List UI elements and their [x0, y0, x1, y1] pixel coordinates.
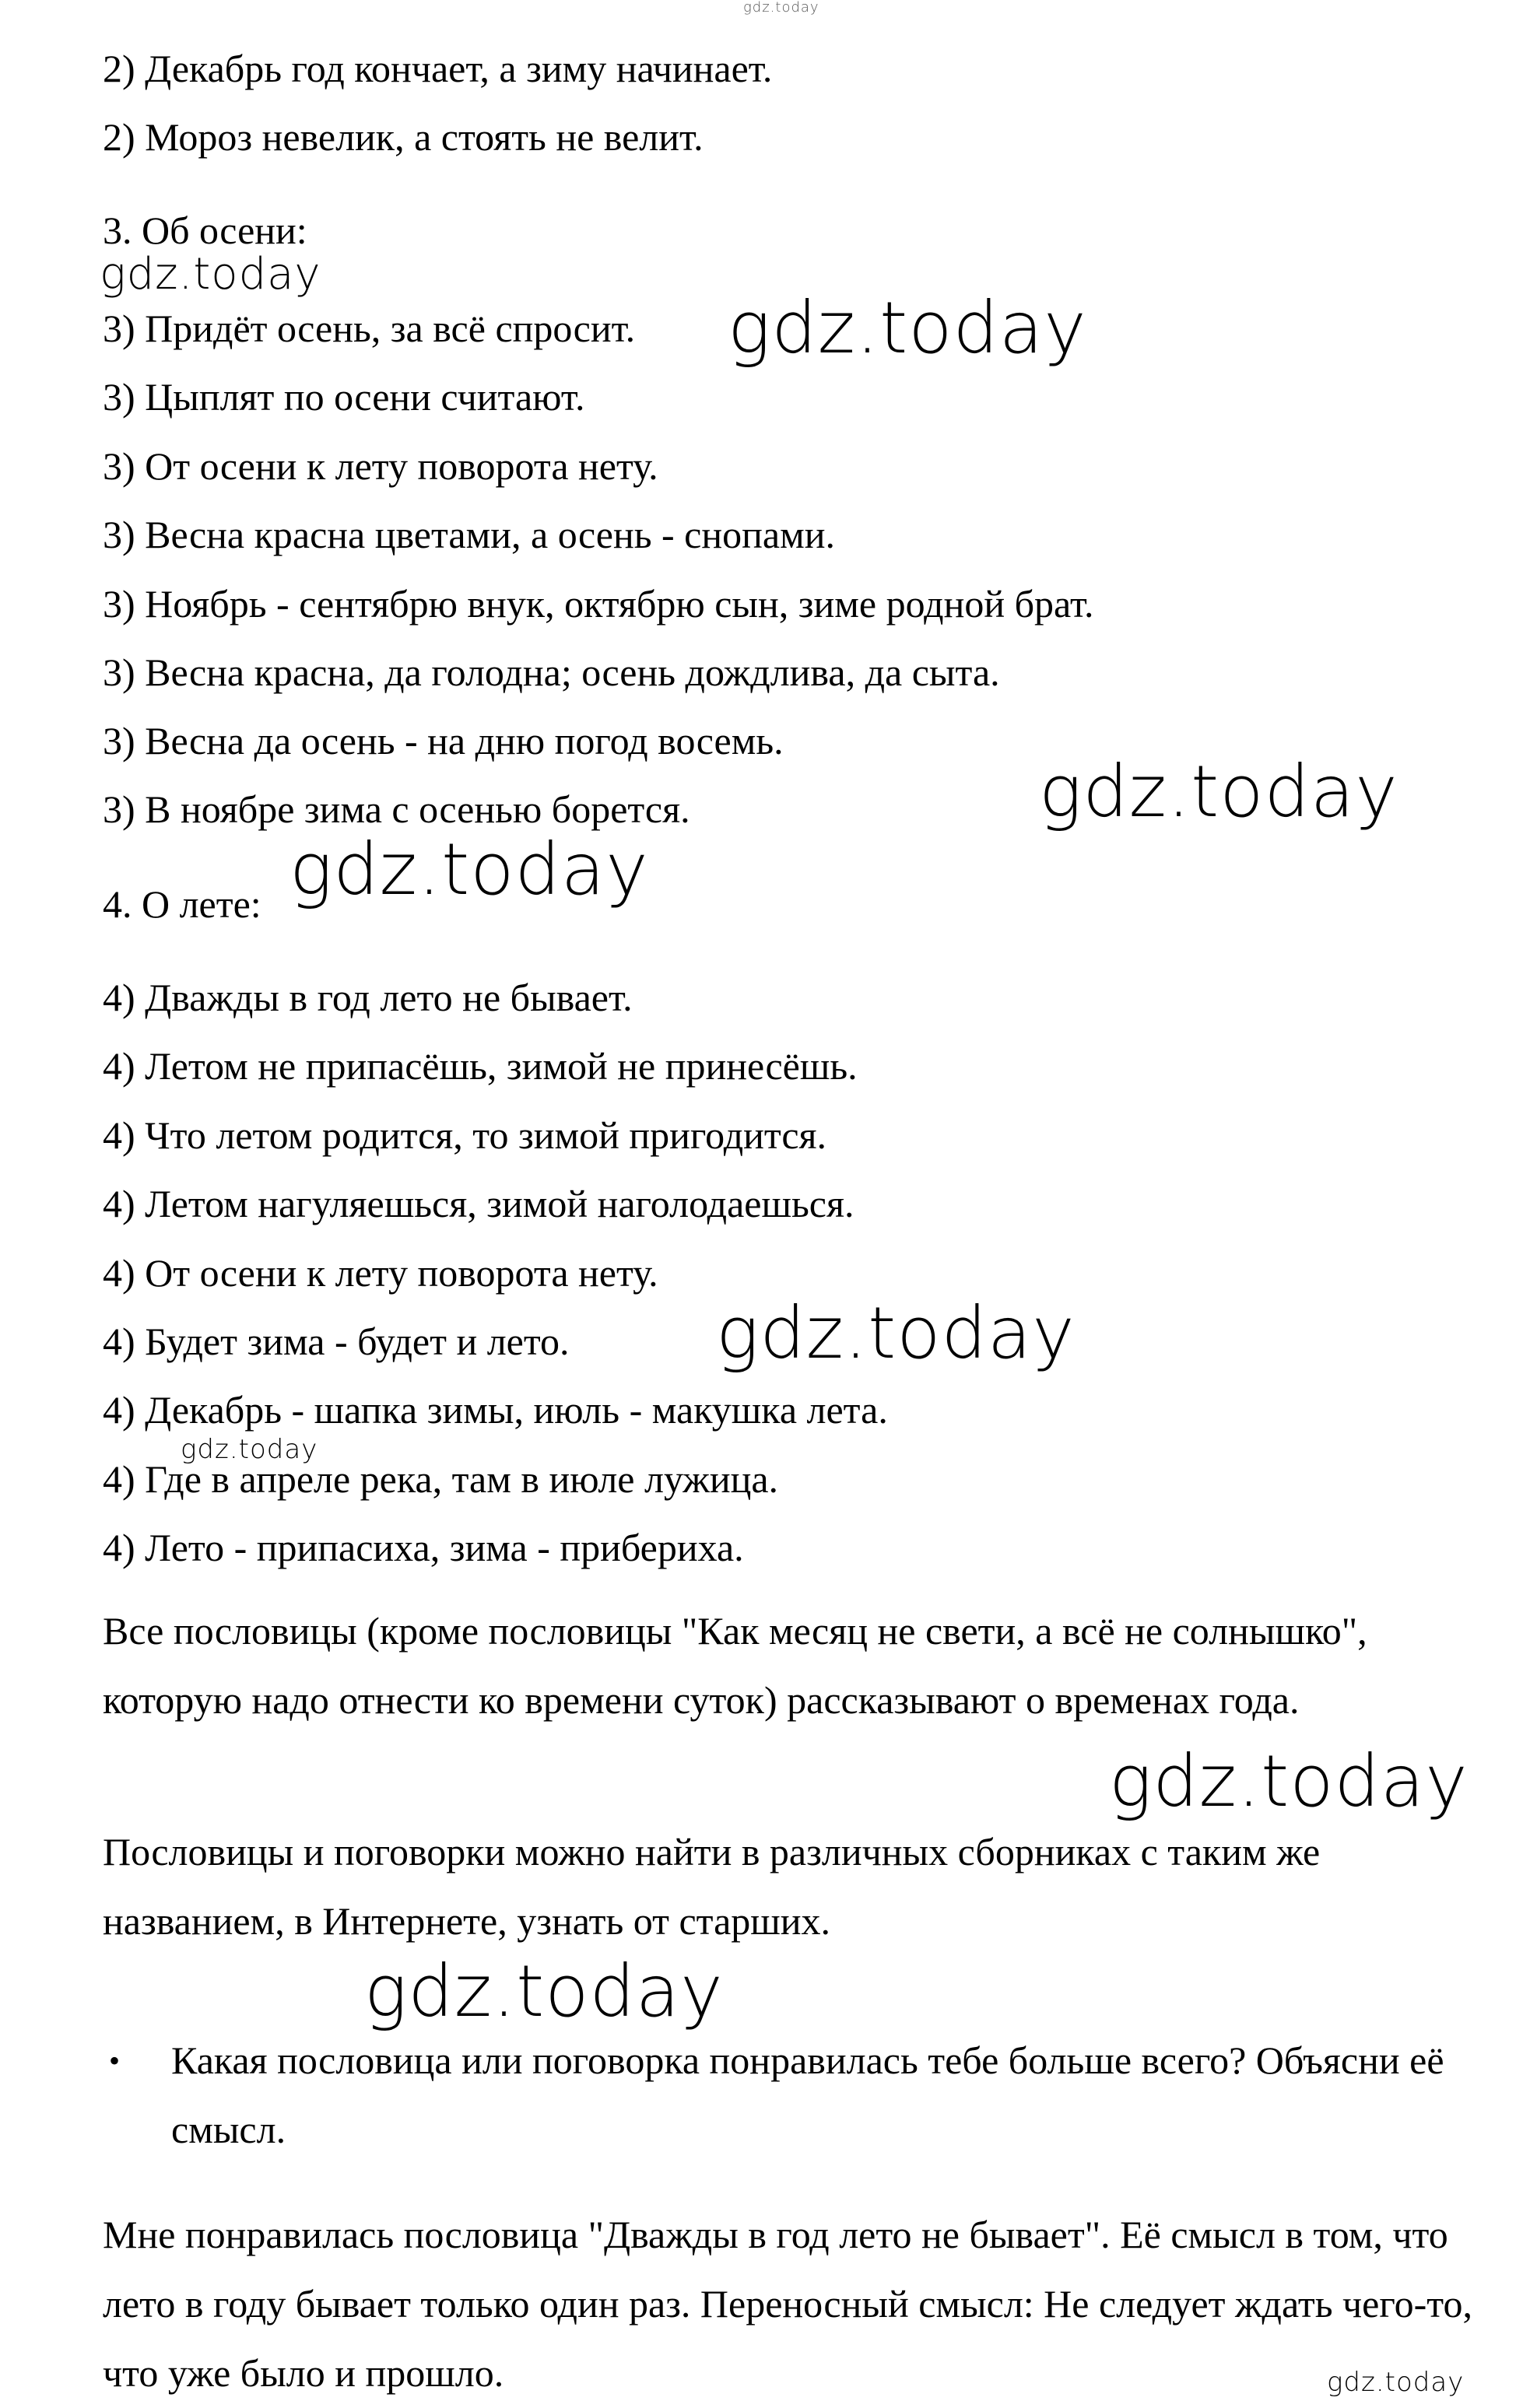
- paragraph-answer: Мне понравилась пословица "Дважды в год лето не бывает". Её смысл в том, что лето в году бывает только один раз. Переносный смысл: Не следует ждать чего-то, что уже было и прошло.: [103, 2213, 1472, 2395]
- proverb-line: 3) Ноябрь - сентябрю внук, октябрю сын, зиме родной брат.: [103, 582, 1094, 626]
- proverb-line: 4) Что летом родится, то зимой пригодится.: [103, 1113, 827, 1157]
- proverb-line: 4) Где в апреле река, там в июле лужица.: [103, 1457, 779, 1501]
- proverb-line: 3) Цыплят по осени считают.: [103, 375, 585, 419]
- watermark: gdz.today: [1327, 2367, 1465, 2398]
- proverb-line: 4) Будет зима - будет и лето.: [103, 1320, 570, 1363]
- bullet-icon: •: [109, 2043, 121, 2078]
- proverb-line: 3) Весна красна, да голодна; осень дождлива, да сыта.: [103, 650, 1000, 694]
- watermark: gdz.today: [728, 286, 1087, 370]
- proverb-line: 2) Декабрь год кончает, а зиму начинает.: [103, 47, 773, 90]
- paragraph-where-to-find: Пословицы и поговорки можно найти в различных сборниках с таким же названием, в Интернете, узнать от старших.: [103, 1830, 1321, 1943]
- proverb-line: 4) От осени к лету поворота нету.: [103, 1251, 658, 1295]
- proverb-line: 3) Весна да осень - на дню погод восемь.: [103, 719, 784, 762]
- paragraph-all-proverbs: Все пословицы (кроме пословицы "Как месяц не свети, а всё не солнышко", которую надо отнести ко времени суток) рассказывают о временах года.: [103, 1609, 1367, 1722]
- watermark: gdz.today: [181, 1434, 318, 1465]
- proverb-line: 4) Дважды в год лето не бывает.: [103, 976, 633, 1019]
- watermark: gdz.today: [364, 1950, 724, 2033]
- proverb-line: 4) Летом нагуляешься, зимой наголодаешься.: [103, 1182, 854, 1225]
- watermark: gdz.today: [290, 828, 649, 911]
- proverb-line: 3) Придёт осень, за всё спросит.: [103, 307, 636, 350]
- proverb-line: 3) От осени к лету поворота нету.: [103, 444, 658, 488]
- bullet-question: Какая пословица или поговорка понравилась тебе больше всего? Объясни её смысл.: [171, 2038, 1444, 2151]
- proverb-line: 3) Весна красна цветами, а осень - снопами.: [103, 513, 835, 556]
- proverb-line: 4) Летом не припасёшь, зимой не принесёшь.: [103, 1044, 858, 1088]
- proverb-line: 3) В ноябре зима с осенью борется.: [103, 787, 690, 831]
- section-heading-summer: 4. О лете:: [103, 882, 261, 926]
- proverb-line: 4) Декабрь - шапка зимы, июль - макушка лета.: [103, 1388, 888, 1432]
- watermark-top: gdz.today: [743, 0, 819, 16]
- watermark: gdz.today: [1109, 1740, 1469, 1823]
- proverb-line: 4) Лето - припасиха, зима - прибериха.: [103, 1526, 744, 1569]
- watermark: gdz.today: [716, 1292, 1076, 1375]
- section-heading-autumn: 3. Об осени:: [103, 209, 307, 252]
- watermark: gdz.today: [100, 249, 321, 300]
- proverb-line: 2) Мороз невелик, а стоять не велит.: [103, 115, 704, 159]
- watermark: gdz.today: [1039, 750, 1398, 833]
